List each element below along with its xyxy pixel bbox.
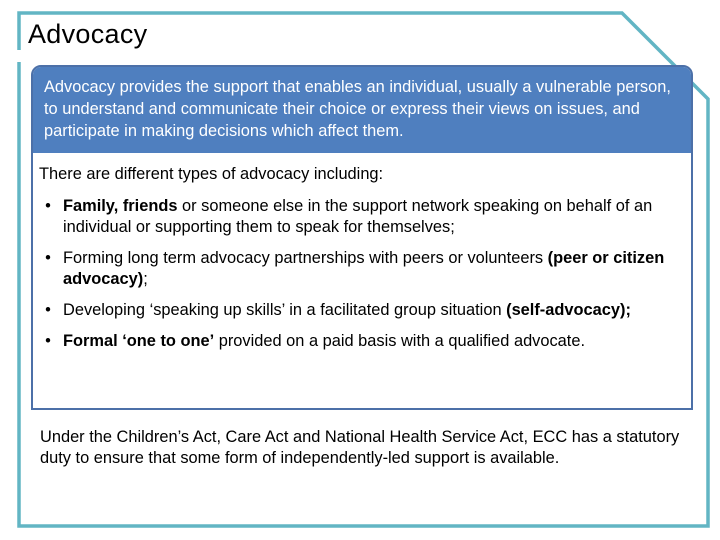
advocacy-types-list <box>39 196 683 352</box>
item-text: or someone else in the support network speaking on behalf of an individual or supporting them to speak for themselves; <box>63 197 653 236</box>
footer-text: Under the Children’s Act, Care Act and National Health Service Act, ECC has a statutory duty to ensure that some form of independently-led support is available. <box>40 428 680 467</box>
item-lead-bold: Family, friends <box>63 197 178 215</box>
item-text: provided on a paid basis with a qualified advocate. <box>214 332 586 350</box>
list-item <box>39 248 683 290</box>
card-body <box>33 153 691 352</box>
bullet-icon: • <box>45 332 51 350</box>
bullet-icon: • <box>45 249 51 267</box>
item-tail-bold: (self-advocacy); <box>506 301 631 319</box>
bullet-icon: • <box>45 197 51 215</box>
list-item <box>39 196 683 238</box>
item-lead-bold: Formal ‘one to one’ <box>63 332 215 350</box>
item-tail-text: ; <box>143 270 148 288</box>
bullet-icon: • <box>45 301 51 319</box>
list-item <box>39 331 683 352</box>
card-header: Advocacy provides the support that enables an individual, usually a vulnerable person, to understand and communicate their choice or express their views on issues, and participate in making decisions which affect them. <box>33 67 691 153</box>
advocacy-card <box>31 65 693 410</box>
item-text: Forming long term advocacy partnerships with peers or volunteers <box>63 249 548 267</box>
item-text: Developing ‘speaking up skills’ in a facilitated group situation <box>63 301 507 319</box>
page-title: Advocacy <box>28 19 148 49</box>
item-tail-bold: (peer or citizen advocacy) <box>63 249 665 288</box>
advocacy-intro: There are different types of advocacy including: <box>39 165 384 183</box>
list-item <box>39 300 683 321</box>
